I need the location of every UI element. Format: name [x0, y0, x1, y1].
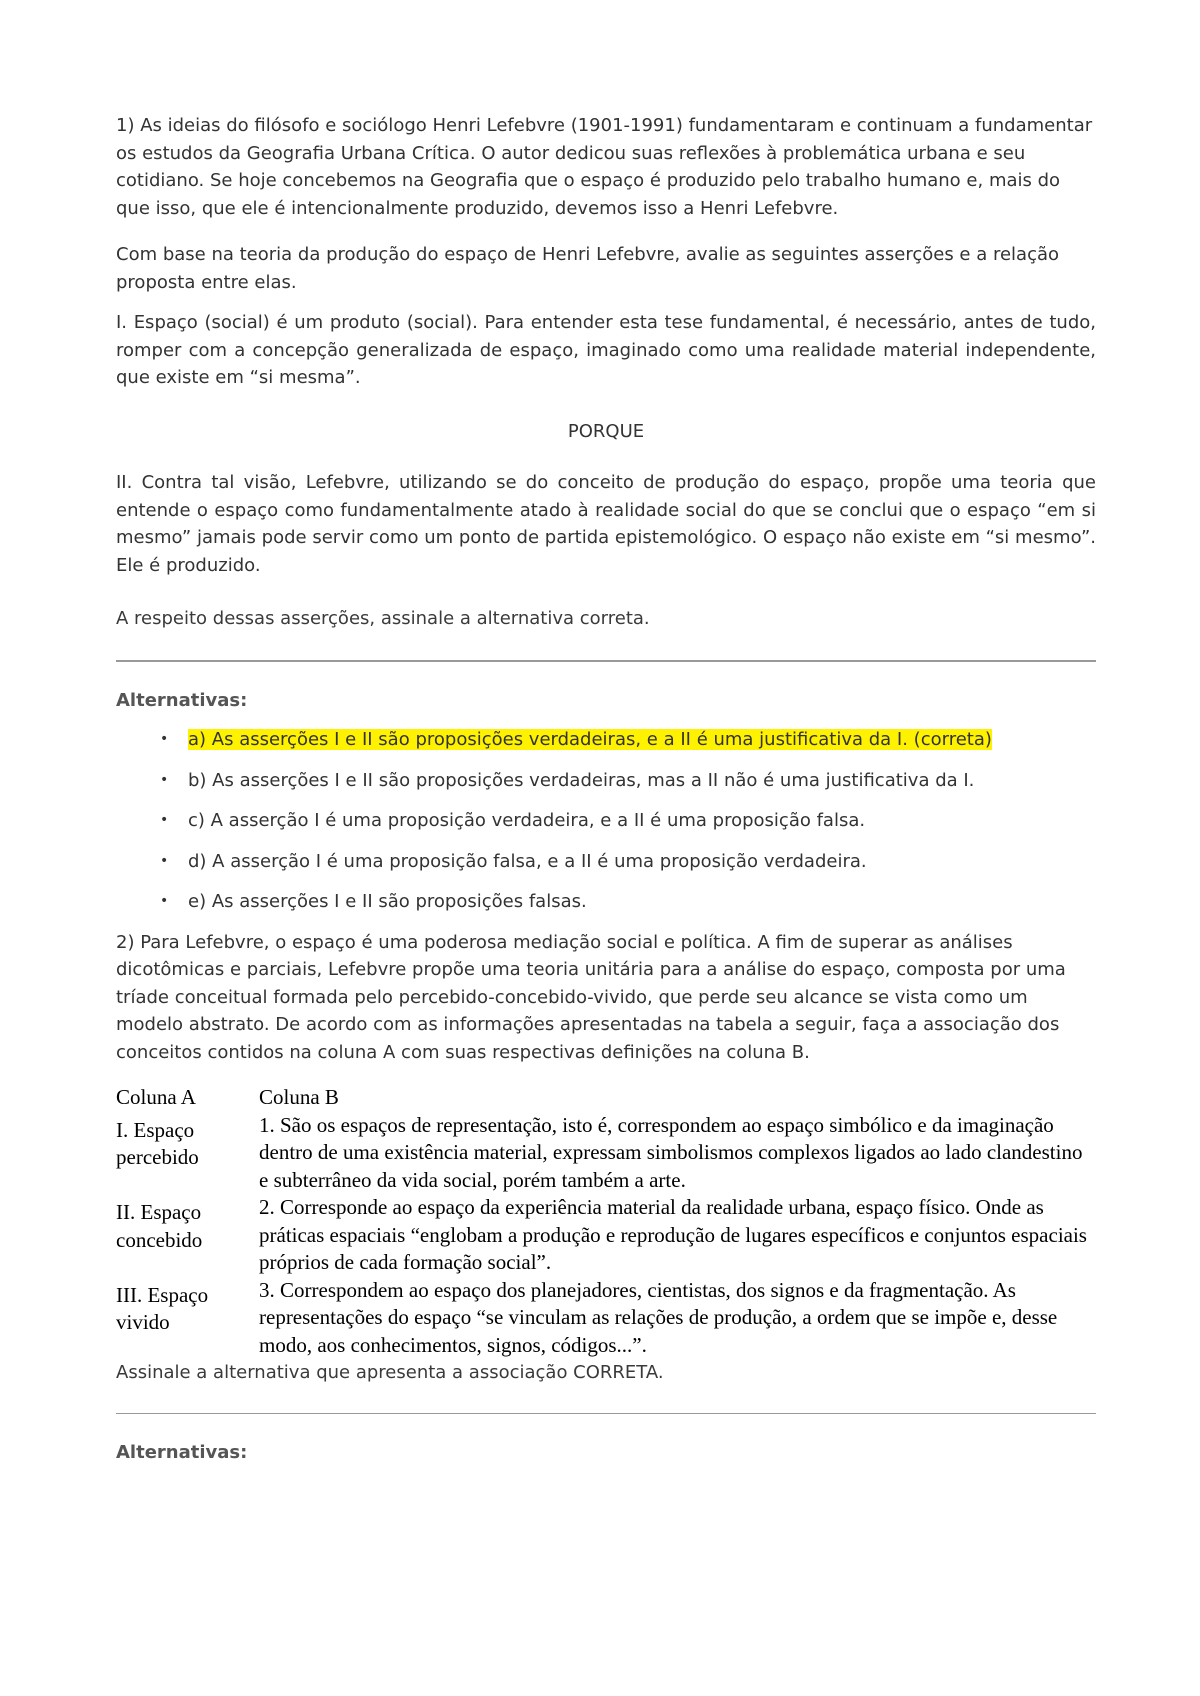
bullet-icon: •: [160, 771, 169, 788]
column-a-cell: I. Espaço percebido: [116, 1117, 199, 1169]
alternatives-list: [116, 726, 1096, 916]
bullet-icon: •: [160, 812, 169, 828]
alternative-e[interactable]: [116, 888, 1096, 916]
table-header-row: [116, 1084, 1096, 1112]
question-1-prompt: A respeito dessas asserções, assinale a alternativa correta.: [116, 608, 650, 629]
column-b-cell: 1. São os espaços de representação, isto é, correspondem ao espaço simbólico e da imaginação dentro de uma existência material, expressam simbolismos complexos ligados ao lado clandestino e subterrâneo da vida social, porém também a arte.: [259, 1112, 1083, 1192]
table-row: [116, 1194, 1096, 1277]
assertion-2: II. Contra tal visão, Lefebvre, utilizando se do conceito de produção do espaço, propõe uma teoria que entende o espaço como fundamentalmente atado à realidade social do que se conclui que o espaço “em si mesmo” jamais pode servir como um ponto de partida epistemológico. O espaço não existe em “si mesmo”. Ele é produzido.: [116, 472, 1096, 576]
question-1-instruction: Com base na teoria da produção do espaço de Henri Lefebvre, avalie as seguintes asserções e a relação proposta entre elas.: [116, 244, 1060, 293]
section-divider: [116, 660, 1096, 662]
alternative-text: d) A asserção I é uma proposição falsa, e a II é uma proposição verdadeira.: [188, 850, 867, 872]
bullet-icon: •: [160, 731, 169, 747]
document-page: [116, 112, 1096, 1466]
question-1-intro: 1) As ideias do filósofo e sociólogo Henri Lefebvre (1901-1991) fundamentaram e continuam a fundamentar os estudos da Geografia Urbana Crítica. O autor dedicou suas reflexões à problemática urbana e seu cotidiano. Se hoje concebemos na Geografia que o espaço é produzido pelo trabalho humano e, mais do que isso, que ele é intencionalmente produzido, devemos isso a Henri Lefebvre.: [116, 115, 1093, 219]
column-a-cell: III. Espaço vivido: [116, 1282, 209, 1334]
question-2-intro: 2) Para Lefebvre, o espaço é uma poderosa mediação social e política. A fim de superar as análises dicotômicas e parciais, Lefebvre propõe uma teoria unitária para a análise do espaço, composta por uma tríade conceitual formada pelo percebido-concebido-vivido, que perde seu alcance se vista como um modelo abstrato. De acordo com as informações apresentadas na tabela a seguir, faça a associação dos conceitos contidos na coluna A com suas respectivas definições na coluna B.: [116, 931, 1066, 1063]
alternative-d[interactable]: [116, 848, 1096, 876]
porque-connector: PORQUE: [567, 420, 645, 442]
section-divider: [116, 1413, 1096, 1414]
alternative-text-highlighted: a) As asserções I e II são proposições verdadeiras, e a II é uma justificativa da I. (correta): [188, 729, 992, 750]
column-b-cell: 3. Correspondem ao espaço dos planejadores, cientistas, dos signos e da fragmentação. As representações do espaço “se vinculam as relações de produção, a ordem que se impõe e, desse modo, aos conhecimentos, signos, códigos...”.: [259, 1277, 1058, 1357]
column-a-cell: II. Espaço concebido: [116, 1200, 203, 1252]
alternative-c[interactable]: [116, 807, 1096, 835]
table-row: [116, 1112, 1096, 1195]
alternative-text: b) As asserções I e II são proposições verdadeiras, mas a II não é uma justificativa da I.: [188, 769, 975, 791]
assertion-1: I. Espaço (social) é um produto (social). Para entender esta tese fundamental, é necessário, antes de tudo, romper com a concepção generalizada de espaço, imaginado como uma realidade material independente, que existe em “si mesma”.: [116, 312, 1096, 388]
bullet-icon: •: [160, 852, 169, 869]
alternative-b[interactable]: [116, 767, 1096, 795]
alternative-text: e) As asserções I e II são proposições falsas.: [188, 891, 587, 912]
alternative-a[interactable]: [116, 726, 1096, 754]
column-a-header: Coluna A: [116, 1085, 196, 1109]
bullet-icon: •: [160, 893, 169, 909]
column-b-header: Coluna B: [259, 1085, 339, 1109]
alternatives-title: Alternativas:: [116, 689, 248, 711]
question-2-prompt: Assinale a alternativa que apresenta a associação CORRETA.: [116, 1362, 664, 1383]
column-b-cell: 2. Corresponde ao espaço da experiência material da realidade urbana, espaço físico. Onde as práticas espaciais “englobam a produção e reprodução de lugares específicos e conjuntos espaciais próprios de cada formação social”.: [259, 1195, 1087, 1274]
alternative-text: c) A asserção I é uma proposição verdadeira, e a II é uma proposição falsa.: [188, 810, 866, 831]
alternatives-title: Alternativas:: [116, 1441, 248, 1463]
association-table: [116, 1084, 1096, 1359]
table-row: [116, 1277, 1096, 1360]
